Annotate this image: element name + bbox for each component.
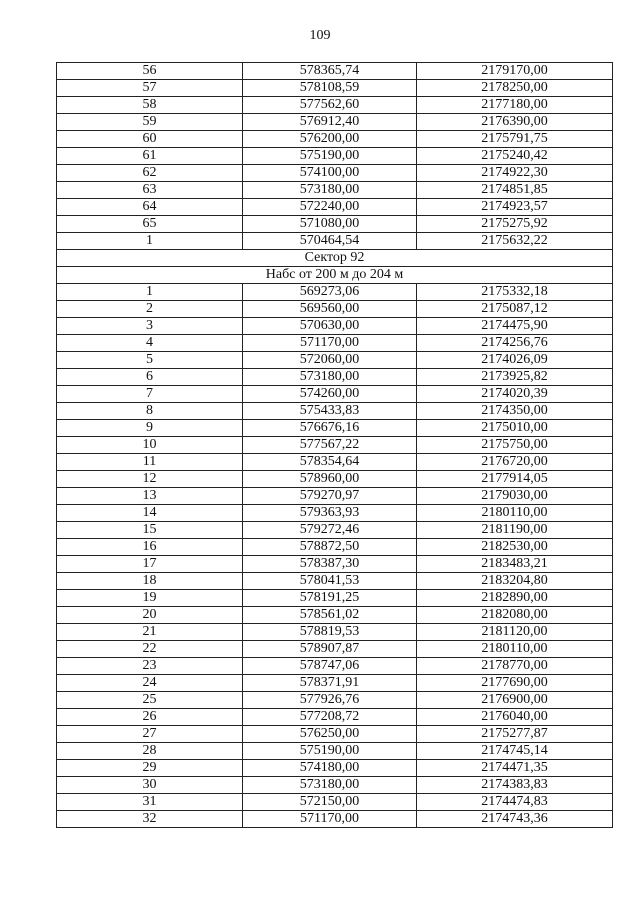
coordinate-y: 2175791,75 bbox=[417, 131, 613, 148]
coordinate-y: 2174743,36 bbox=[417, 811, 613, 828]
coordinate-y: 2174851,85 bbox=[417, 182, 613, 199]
table-row bbox=[57, 369, 613, 386]
coordinate-x: 573180,00 bbox=[243, 777, 417, 794]
point-number: 1 bbox=[57, 233, 243, 250]
table-row bbox=[57, 760, 613, 777]
coordinate-y: 2178770,00 bbox=[417, 658, 613, 675]
coordinates-table-top-rows bbox=[57, 63, 613, 250]
table-row bbox=[57, 624, 613, 641]
coordinate-x: 573180,00 bbox=[243, 182, 417, 199]
coordinate-x: 577567,22 bbox=[243, 437, 417, 454]
coordinate-x: 578365,74 bbox=[243, 63, 417, 80]
coordinate-y: 2179030,00 bbox=[417, 488, 613, 505]
table-row bbox=[57, 63, 613, 80]
point-number: 22 bbox=[57, 641, 243, 658]
point-number: 11 bbox=[57, 454, 243, 471]
coordinate-x: 578108,59 bbox=[243, 80, 417, 97]
coordinates-table-bottom-rows bbox=[57, 284, 613, 828]
point-number: 9 bbox=[57, 420, 243, 437]
coordinate-x: 579272,46 bbox=[243, 522, 417, 539]
coordinate-x: 571170,00 bbox=[243, 811, 417, 828]
table-row bbox=[57, 505, 613, 522]
point-number: 58 bbox=[57, 97, 243, 114]
coordinate-y: 2183483,21 bbox=[417, 556, 613, 573]
coordinate-y: 2177180,00 bbox=[417, 97, 613, 114]
coordinate-y: 2174475,90 bbox=[417, 318, 613, 335]
point-number: 14 bbox=[57, 505, 243, 522]
table-row bbox=[57, 641, 613, 658]
coordinate-x: 576200,00 bbox=[243, 131, 417, 148]
table-row bbox=[57, 539, 613, 556]
coordinate-y: 2174922,30 bbox=[417, 165, 613, 182]
table-row bbox=[57, 471, 613, 488]
table-row bbox=[57, 182, 613, 199]
coordinate-x: 579363,93 bbox=[243, 505, 417, 522]
sector-title-row bbox=[57, 250, 613, 267]
table-row bbox=[57, 318, 613, 335]
coordinate-y: 2183204,80 bbox=[417, 573, 613, 590]
table-row bbox=[57, 403, 613, 420]
coordinate-x: 571080,00 bbox=[243, 216, 417, 233]
coordinate-x: 578354,64 bbox=[243, 454, 417, 471]
table-row bbox=[57, 777, 613, 794]
coordinate-y: 2174471,35 bbox=[417, 760, 613, 777]
point-number: 1 bbox=[57, 284, 243, 301]
coordinate-x: 574180,00 bbox=[243, 760, 417, 777]
coordinate-y: 2182530,00 bbox=[417, 539, 613, 556]
point-number: 30 bbox=[57, 777, 243, 794]
table-row bbox=[57, 386, 613, 403]
coordinate-y: 2173925,82 bbox=[417, 369, 613, 386]
coordinate-y: 2176040,00 bbox=[417, 709, 613, 726]
sector-header bbox=[57, 250, 613, 284]
table-row bbox=[57, 556, 613, 573]
sector-subtitle: Набс от 200 м до 204 м bbox=[57, 267, 613, 284]
coordinate-x: 578387,30 bbox=[243, 556, 417, 573]
point-number: 19 bbox=[57, 590, 243, 607]
coordinate-y: 2174383,83 bbox=[417, 777, 613, 794]
coordinate-x: 575190,00 bbox=[243, 148, 417, 165]
point-number: 60 bbox=[57, 131, 243, 148]
table-row bbox=[57, 590, 613, 607]
coordinate-x: 578960,00 bbox=[243, 471, 417, 488]
coordinate-y: 2175277,87 bbox=[417, 726, 613, 743]
coordinate-y: 2175010,00 bbox=[417, 420, 613, 437]
point-number: 20 bbox=[57, 607, 243, 624]
table-row bbox=[57, 233, 613, 250]
point-number: 65 bbox=[57, 216, 243, 233]
point-number: 59 bbox=[57, 114, 243, 131]
point-number: 25 bbox=[57, 692, 243, 709]
coordinate-x: 577926,76 bbox=[243, 692, 417, 709]
point-number: 27 bbox=[57, 726, 243, 743]
coordinate-x: 569273,06 bbox=[243, 284, 417, 301]
coordinate-y: 2182080,00 bbox=[417, 607, 613, 624]
coordinate-y: 2175240,42 bbox=[417, 148, 613, 165]
point-number: 16 bbox=[57, 539, 243, 556]
sector-subtitle-row bbox=[57, 267, 613, 284]
coordinate-y: 2175332,18 bbox=[417, 284, 613, 301]
coordinate-x: 578561,02 bbox=[243, 607, 417, 624]
coordinate-y: 2174026,09 bbox=[417, 352, 613, 369]
table-row bbox=[57, 607, 613, 624]
coordinate-y: 2182890,00 bbox=[417, 590, 613, 607]
point-number: 17 bbox=[57, 556, 243, 573]
coordinate-y: 2174350,00 bbox=[417, 403, 613, 420]
coordinate-y: 2180110,00 bbox=[417, 505, 613, 522]
coordinate-x: 577562,60 bbox=[243, 97, 417, 114]
point-number: 61 bbox=[57, 148, 243, 165]
coordinate-y: 2176720,00 bbox=[417, 454, 613, 471]
table-row bbox=[57, 301, 613, 318]
coordinate-y: 2178250,00 bbox=[417, 80, 613, 97]
coordinate-y: 2175750,00 bbox=[417, 437, 613, 454]
coordinate-y: 2175275,92 bbox=[417, 216, 613, 233]
table-row bbox=[57, 709, 613, 726]
point-number: 8 bbox=[57, 403, 243, 420]
point-number: 4 bbox=[57, 335, 243, 352]
coordinate-y: 2176900,00 bbox=[417, 692, 613, 709]
point-number: 7 bbox=[57, 386, 243, 403]
table-row bbox=[57, 437, 613, 454]
coordinate-x: 577208,72 bbox=[243, 709, 417, 726]
coordinate-x: 578747,06 bbox=[243, 658, 417, 675]
point-number: 31 bbox=[57, 794, 243, 811]
coordinate-x: 578819,53 bbox=[243, 624, 417, 641]
table-row bbox=[57, 573, 613, 590]
table-row bbox=[57, 658, 613, 675]
sector-title: Сектор 92 bbox=[57, 250, 613, 267]
coordinate-x: 578872,50 bbox=[243, 539, 417, 556]
coordinate-y: 2174020,39 bbox=[417, 386, 613, 403]
table-row bbox=[57, 284, 613, 301]
coordinate-x: 570464,54 bbox=[243, 233, 417, 250]
point-number: 32 bbox=[57, 811, 243, 828]
coordinate-y: 2180110,00 bbox=[417, 641, 613, 658]
coordinate-x: 572240,00 bbox=[243, 199, 417, 216]
coordinate-y: 2174923,57 bbox=[417, 199, 613, 216]
table-row bbox=[57, 216, 613, 233]
table-row bbox=[57, 131, 613, 148]
point-number: 18 bbox=[57, 573, 243, 590]
coordinate-x: 574100,00 bbox=[243, 165, 417, 182]
coordinate-x: 578371,91 bbox=[243, 675, 417, 692]
coordinate-y: 2174474,83 bbox=[417, 794, 613, 811]
table-row bbox=[57, 811, 613, 828]
coordinate-y: 2179170,00 bbox=[417, 63, 613, 80]
point-number: 57 bbox=[57, 80, 243, 97]
coordinate-x: 574260,00 bbox=[243, 386, 417, 403]
point-number: 13 bbox=[57, 488, 243, 505]
coordinate-y: 2181120,00 bbox=[417, 624, 613, 641]
coordinate-y: 2181190,00 bbox=[417, 522, 613, 539]
page-number: 109 bbox=[309, 28, 331, 43]
table-row bbox=[57, 675, 613, 692]
point-number: 15 bbox=[57, 522, 243, 539]
coordinates-table bbox=[56, 62, 613, 828]
table-row bbox=[57, 97, 613, 114]
table-row bbox=[57, 80, 613, 97]
coordinate-y: 2176390,00 bbox=[417, 114, 613, 131]
point-number: 5 bbox=[57, 352, 243, 369]
point-number: 29 bbox=[57, 760, 243, 777]
coordinate-x: 572060,00 bbox=[243, 352, 417, 369]
point-number: 2 bbox=[57, 301, 243, 318]
table-row bbox=[57, 165, 613, 182]
table-row bbox=[57, 199, 613, 216]
point-number: 21 bbox=[57, 624, 243, 641]
coordinate-x: 576912,40 bbox=[243, 114, 417, 131]
coordinate-x: 579270,97 bbox=[243, 488, 417, 505]
point-number: 10 bbox=[57, 437, 243, 454]
point-number: 23 bbox=[57, 658, 243, 675]
coordinate-y: 2177690,00 bbox=[417, 675, 613, 692]
coordinate-x: 573180,00 bbox=[243, 369, 417, 386]
coordinate-y: 2177914,05 bbox=[417, 471, 613, 488]
table-row bbox=[57, 148, 613, 165]
table-row bbox=[57, 794, 613, 811]
coordinate-x: 575190,00 bbox=[243, 743, 417, 760]
coordinate-x: 569560,00 bbox=[243, 301, 417, 318]
table-row bbox=[57, 488, 613, 505]
coordinate-y: 2174256,76 bbox=[417, 335, 613, 352]
table-row bbox=[57, 420, 613, 437]
point-number: 63 bbox=[57, 182, 243, 199]
coordinate-x: 571170,00 bbox=[243, 335, 417, 352]
coordinate-x: 576676,16 bbox=[243, 420, 417, 437]
table-row bbox=[57, 114, 613, 131]
coordinate-x: 572150,00 bbox=[243, 794, 417, 811]
table-row bbox=[57, 522, 613, 539]
coordinate-x: 578191,25 bbox=[243, 590, 417, 607]
table-row bbox=[57, 692, 613, 709]
point-number: 26 bbox=[57, 709, 243, 726]
point-number: 6 bbox=[57, 369, 243, 386]
point-number: 56 bbox=[57, 63, 243, 80]
table-row bbox=[57, 335, 613, 352]
point-number: 64 bbox=[57, 199, 243, 216]
point-number: 62 bbox=[57, 165, 243, 182]
point-number: 3 bbox=[57, 318, 243, 335]
table-row bbox=[57, 454, 613, 471]
point-number: 12 bbox=[57, 471, 243, 488]
coordinate-y: 2175632,22 bbox=[417, 233, 613, 250]
table-row bbox=[57, 726, 613, 743]
coordinate-x: 576250,00 bbox=[243, 726, 417, 743]
coordinate-y: 2174745,14 bbox=[417, 743, 613, 760]
table-row bbox=[57, 743, 613, 760]
coordinate-x: 578907,87 bbox=[243, 641, 417, 658]
coordinate-x: 578041,53 bbox=[243, 573, 417, 590]
coordinate-x: 570630,00 bbox=[243, 318, 417, 335]
coordinate-y: 2175087,12 bbox=[417, 301, 613, 318]
table-row bbox=[57, 352, 613, 369]
coordinate-x: 575433,83 bbox=[243, 403, 417, 420]
point-number: 28 bbox=[57, 743, 243, 760]
point-number: 24 bbox=[57, 675, 243, 692]
